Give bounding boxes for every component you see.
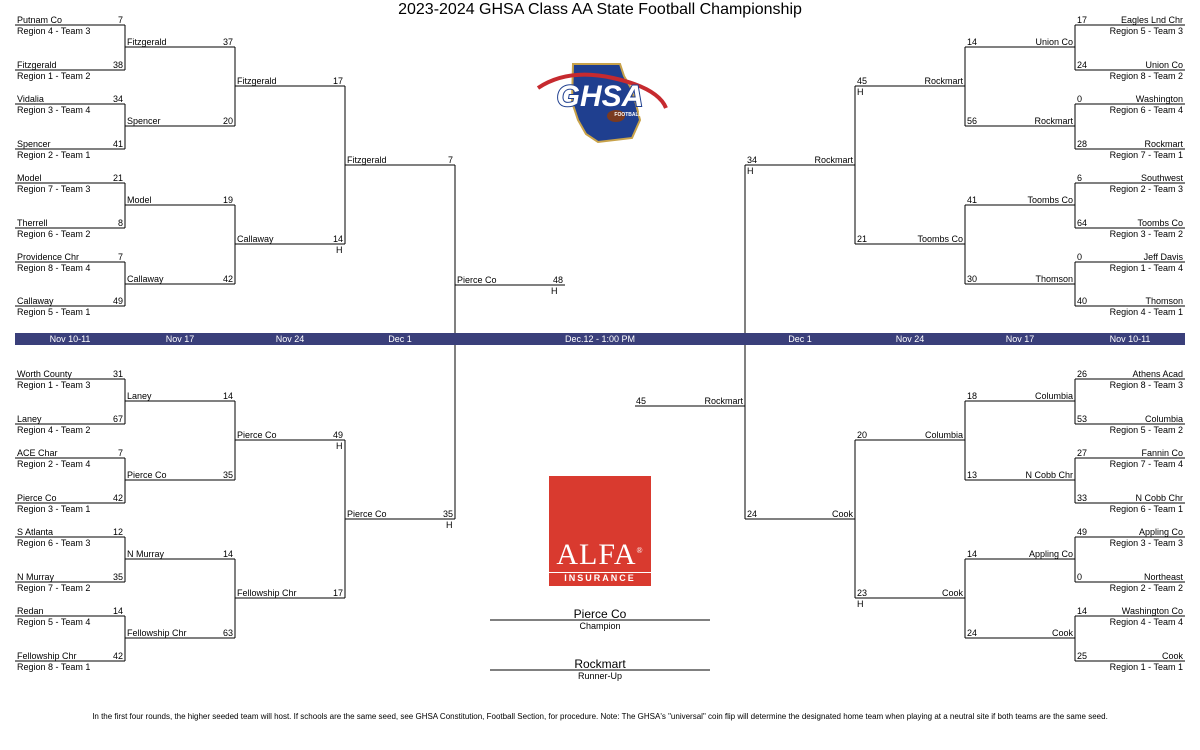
- r2-team: Laney: [127, 391, 152, 401]
- r1-seed: Region 6 - Team 4: [1109, 105, 1183, 115]
- r2-team: Toombs Co: [1027, 195, 1073, 205]
- runner-up-name: Rockmart: [574, 657, 626, 671]
- r1-seed: Region 2 - Team 3: [1109, 184, 1183, 194]
- r1-team: ACE Char: [17, 448, 58, 458]
- page-title: 2023-2024 GHSA Class AA State Football Championship: [398, 1, 802, 18]
- sf-host: H: [747, 166, 754, 176]
- sf-score: 35: [442, 509, 453, 519]
- qf-score: 17: [332, 76, 343, 86]
- r1-score: 6: [1077, 173, 1083, 183]
- r1-score: 7: [117, 448, 123, 458]
- r1-score: 26: [1077, 369, 1088, 379]
- r2-team: Model: [127, 195, 152, 205]
- r2-score: 37: [222, 37, 233, 47]
- r1-team: Southwest: [1140, 173, 1183, 183]
- alfa-logo-text: ALFA®: [556, 538, 644, 571]
- r1-score: 42: [112, 493, 123, 503]
- r2-score: 30: [967, 274, 978, 284]
- r1-score: 33: [1077, 493, 1088, 503]
- r1-score: 7: [117, 252, 123, 262]
- ghsa-logo: [528, 58, 673, 146]
- ghsa-logo-sub: FOOTBALL: [614, 112, 642, 118]
- r1-team: Pierce Co: [17, 493, 57, 503]
- r2-score: 20: [222, 116, 233, 126]
- r1-score: 12: [112, 527, 123, 537]
- alfa-logo-sub: INSURANCE: [549, 572, 651, 583]
- r2-team: Union Co: [1035, 37, 1073, 47]
- r1-score: 31: [112, 369, 123, 379]
- r1-team: Northeast: [1143, 572, 1183, 582]
- qf-host: H: [857, 87, 864, 97]
- r1-seed: Region 1 - Team 2: [17, 71, 91, 81]
- date-right-r3: Nov 24: [895, 334, 925, 344]
- qf-team: Rockmart: [924, 76, 963, 86]
- r1-seed: Region 7 - Team 1: [1109, 150, 1183, 160]
- ghsa-logo-text: GHSA: [556, 80, 644, 113]
- r1-team: Worth County: [17, 369, 72, 379]
- sf-team: Fitzgerald: [347, 155, 387, 165]
- r1-seed: Region 5 - Team 4: [17, 617, 91, 627]
- r1-score: 42: [112, 651, 123, 661]
- sf-team: Cook: [831, 509, 853, 519]
- r1-score: 28: [1077, 139, 1088, 149]
- r2-score: 24: [967, 628, 978, 638]
- qf-team: Callaway: [237, 234, 274, 244]
- r1-team: N Murray: [17, 572, 55, 582]
- date-left-r4: Dec 1: [388, 334, 412, 344]
- r1-seed: Region 6 - Team 1: [1109, 504, 1183, 514]
- r1-seed: Region 1 - Team 4: [1109, 263, 1183, 273]
- date-band: [15, 333, 1185, 345]
- qf-score: 23: [857, 588, 868, 598]
- r1-seed: Region 2 - Team 4: [17, 459, 91, 469]
- r1-seed: Region 2 - Team 1: [17, 150, 91, 160]
- r1-seed: Region 3 - Team 4: [17, 105, 91, 115]
- r1-score: 24: [1077, 60, 1088, 70]
- r1-team: Callaway: [17, 296, 54, 306]
- r1-score: 0: [1077, 252, 1083, 262]
- r1-seed: Region 5 - Team 2: [1109, 425, 1183, 435]
- r1-seed: Region 8 - Team 2: [1109, 71, 1183, 81]
- r1-score: 25: [1077, 651, 1088, 661]
- r1-team: Redan: [17, 606, 44, 616]
- r1-score: 7: [117, 15, 123, 25]
- r2-team: Cook: [1051, 628, 1073, 638]
- r1-team: N Cobb Chr: [1135, 493, 1183, 503]
- r2-team: Columbia: [1034, 391, 1073, 401]
- r1-team: Washington: [1135, 94, 1183, 104]
- r1-team: Jeff Davis: [1143, 252, 1183, 262]
- r1-team: Thomson: [1145, 296, 1183, 306]
- r2-score: 63: [222, 628, 233, 638]
- r1-score: 38: [112, 60, 123, 70]
- qf-score: 20: [857, 430, 868, 440]
- r1-score: 27: [1077, 448, 1088, 458]
- final-left-score: 48: [552, 275, 563, 285]
- date-left-r2: Nov 17: [165, 334, 195, 344]
- r2-team: Spencer: [127, 116, 161, 126]
- r2-team: N Murray: [127, 549, 165, 559]
- qf-host: H: [336, 441, 343, 451]
- sf-team: Pierce Co: [347, 509, 387, 519]
- alfa-insurance-logo: [549, 476, 651, 586]
- r1-team: Cook: [1161, 651, 1183, 661]
- sf-score: 24: [747, 509, 758, 519]
- r1-seed: Region 7 - Team 4: [1109, 459, 1183, 469]
- r1-score: 21: [112, 173, 123, 183]
- qf-team: Pierce Co: [237, 430, 277, 440]
- r1-seed: Region 1 - Team 1: [1109, 662, 1183, 672]
- r1-score: 49: [1077, 527, 1088, 537]
- r1-team: S Atlanta: [17, 527, 54, 537]
- r1-team: Fellowship Chr: [17, 651, 77, 661]
- r1-team: Laney: [17, 414, 42, 424]
- r2-score: 56: [967, 116, 978, 126]
- r2-score: 14: [222, 391, 233, 401]
- r1-team: Appling Co: [1138, 527, 1183, 537]
- r1-seed: Region 1 - Team 3: [17, 380, 91, 390]
- r1-seed: Region 4 - Team 2: [17, 425, 91, 435]
- r1-team: Athens Acad: [1132, 369, 1183, 379]
- r1-seed: Region 6 - Team 2: [17, 229, 91, 239]
- r1-team: Putnam Co: [17, 15, 63, 25]
- champion-caption: Champion: [579, 621, 621, 631]
- qf-score: 14: [332, 234, 343, 244]
- qf-score: 45: [857, 76, 868, 86]
- qf-host: H: [336, 245, 343, 255]
- r1-seed: Region 8 - Team 1: [17, 662, 91, 672]
- r2-score: 42: [222, 274, 233, 284]
- r1-team: Union Co: [1145, 60, 1183, 70]
- r1-score: 8: [117, 218, 123, 228]
- footer-note: In the first four rounds, the higher seeded team will host. If schools are the same seed, see GHSA Constitution, Football Section, for procedure. Note: The GHSA's "universal" coin flip will determine the designated home team when playing at a neutral site if both teams are the same seed.: [92, 712, 1108, 721]
- r1-seed: Region 3 - Team 1: [17, 504, 91, 514]
- runner-up-caption: Runner-Up: [577, 671, 623, 681]
- r1-score: 35: [112, 572, 123, 582]
- r1-score: 49: [112, 296, 123, 306]
- r2-team: Fitzgerald: [127, 37, 167, 47]
- r1-seed: Region 2 - Team 2: [1109, 583, 1183, 593]
- r1-team: Spencer: [17, 139, 51, 149]
- r2-team: Thomson: [1035, 274, 1073, 284]
- r1-seed: Region 5 - Team 1: [17, 307, 91, 317]
- qf-score: 49: [332, 430, 343, 440]
- r1-seed: Region 3 - Team 2: [1109, 229, 1183, 239]
- qf-score: 17: [332, 588, 343, 598]
- r2-team: Pierce Co: [127, 470, 167, 480]
- r1-seed: Region 4 - Team 4: [1109, 617, 1183, 627]
- r1-score: 0: [1077, 94, 1083, 104]
- r1-seed: Region 3 - Team 3: [1109, 538, 1183, 548]
- r1-seed: Region 6 - Team 3: [17, 538, 91, 548]
- sf-score: 34: [747, 155, 758, 165]
- r2-score: 35: [222, 470, 233, 480]
- sf-team: Rockmart: [814, 155, 853, 165]
- sf-host: H: [446, 520, 453, 530]
- date-right-r4: Dec 1: [788, 334, 812, 344]
- r1-score: 14: [112, 606, 123, 616]
- date-right-r1: Nov 10-11: [1109, 334, 1151, 344]
- r1-seed: Region 8 - Team 4: [17, 263, 91, 273]
- r1-seed: Region 7 - Team 2: [17, 583, 91, 593]
- qf-team: Toombs Co: [917, 234, 963, 244]
- r2-score: 14: [967, 37, 978, 47]
- r1-seed: Region 5 - Team 3: [1109, 26, 1183, 36]
- r1-team: Fitzgerald: [17, 60, 57, 70]
- r1-score: 41: [112, 139, 123, 149]
- r1-team: Model: [17, 173, 42, 183]
- r1-seed: Region 8 - Team 3: [1109, 380, 1183, 390]
- r1-score: 53: [1077, 414, 1088, 424]
- qf-score: 21: [857, 234, 868, 244]
- r1-score: 0: [1077, 572, 1083, 582]
- r1-team: Toombs Co: [1137, 218, 1183, 228]
- r1-team: Columbia: [1144, 414, 1183, 424]
- r1-score: 40: [1077, 296, 1088, 306]
- r1-score: 34: [112, 94, 123, 104]
- r2-team: Fellowship Chr: [127, 628, 187, 638]
- r1-seed: Region 7 - Team 3: [17, 184, 91, 194]
- r1-team: Rockmart: [1144, 139, 1183, 149]
- r1-score: 67: [112, 414, 123, 424]
- final-right-team: Rockmart: [704, 396, 743, 406]
- r2-score: 14: [222, 549, 233, 559]
- r1-team: Providence Chr: [17, 252, 80, 262]
- final-left-team: Pierce Co: [457, 275, 497, 285]
- r1-team: Vidalia: [17, 94, 44, 104]
- r2-score: 18: [967, 391, 978, 401]
- r2-team: Callaway: [127, 274, 164, 284]
- r1-score: 17: [1077, 15, 1088, 25]
- qf-team: Fellowship Chr: [237, 588, 297, 598]
- date-final: Dec.12 - 1:00 PM: [564, 334, 636, 344]
- final-left-host: H: [551, 286, 558, 296]
- date-left-r3: Nov 24: [275, 334, 305, 344]
- qf-team: Fitzgerald: [237, 76, 277, 86]
- r2-team: Rockmart: [1034, 116, 1073, 126]
- date-left-r1: Nov 10-11: [49, 334, 91, 344]
- r1-team: Therrell: [17, 218, 48, 228]
- date-right-r2: Nov 17: [1005, 334, 1035, 344]
- r2-score: 14: [967, 549, 978, 559]
- sf-score: 7: [447, 155, 453, 165]
- r1-seed: Region 4 - Team 1: [1109, 307, 1183, 317]
- r2-score: 13: [967, 470, 978, 480]
- r1-team: Washington Co: [1121, 606, 1183, 616]
- r2-team: N Cobb Chr: [1025, 470, 1073, 480]
- qf-team: Columbia: [924, 430, 963, 440]
- r1-team: Eagles Lnd Chr: [1120, 15, 1183, 25]
- r2-score: 19: [222, 195, 233, 205]
- champion-name: Pierce Co: [573, 607, 627, 621]
- r1-team: Fannin Co: [1141, 448, 1183, 458]
- r1-score: 14: [1077, 606, 1088, 616]
- qf-host: H: [857, 599, 864, 609]
- r2-score: 41: [967, 195, 978, 205]
- r1-seed: Region 4 - Team 3: [17, 26, 91, 36]
- qf-team: Cook: [941, 588, 963, 598]
- final-right-score: 45: [636, 396, 647, 406]
- r1-score: 64: [1077, 218, 1088, 228]
- r2-team: Appling Co: [1028, 549, 1073, 559]
